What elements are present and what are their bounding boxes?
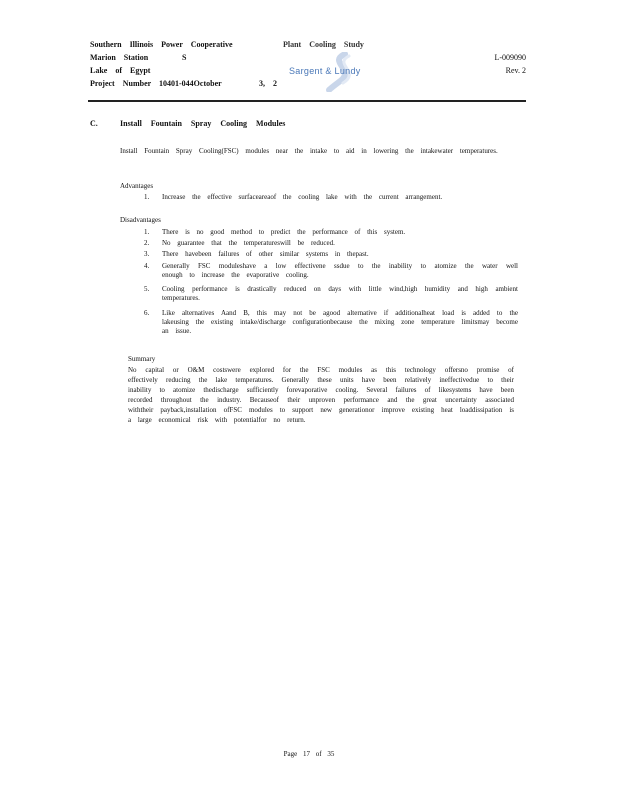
list-text: No guarantee that the temperatureswill be reduced. [162,239,335,247]
header-study-title: Plant Cooling Study [283,40,364,49]
header-project-number: Project Number 10401-044October [90,79,222,88]
list-number: 4. [144,262,150,270]
section-intro: Install Fountain Spray Cooling(FSC) modules near the intake to aid in lowering the intakewater temperatures. [120,147,498,155]
list-text: There is no good method to predict the performance of this system. [162,228,406,236]
section-title: Install Fountain Spray Cooling Modules [120,119,286,128]
list-number: 1. [144,193,150,201]
list-text: There havebeen failures of other similar systems in thepast. [162,250,369,258]
header-divider [88,100,526,102]
list-text: Increase the effective surfaceareaof the cooling lake with the current arrangement. [162,193,443,201]
list-text: Cooling performance is drastically reduced on days with little wind,high humidity and high ambient temperatures. [162,285,518,302]
list-text: Like alternatives Aand B, this may not be agood alternative if additionalheat load is added to the lakeusing the existing intake/discharge configurationbecause the mixing zone temperature limitsmay become an issue. [162,309,518,335]
list-number: 5. [144,285,150,293]
revision-label: Rev. 2 [505,66,526,75]
page-number: Page 17 of 35 [283,750,335,758]
document-number: L-009090 [494,53,526,62]
logo-wordmark: Sargent & Lundy [289,66,361,76]
sargent-lundy-logo [287,52,397,92]
disadvantages-heading: Disadvantages [120,216,161,224]
list-number: 2. [144,239,150,247]
header-lake: Lake of Egypt [90,66,151,75]
list-number: 1. [144,228,150,236]
advantages-heading: Advantages [120,182,154,190]
header-station-suffix: S [182,53,187,62]
header-date-fragment: 3, 2 [259,79,277,88]
list-number: 3. [144,250,150,258]
list-item [144,193,520,202]
header-company: Southern Illinois Power Cooperative [90,40,233,49]
summary-heading: Summary [128,355,156,363]
header-station: Marion Station [90,53,149,62]
summary-paragraph: No capital or O&M costswere explored for the FSC modules as this technology offersno promise of effectively reducing the lake temperatures. Generally these units have been relatively ineffectivedue to their inability to atomize thedischarge sufficiently forevaporative cooling. Several failures of likesystems have been recorded throughout the industry. Becauseof their unproven performance and the great uncertainty associated withtheir payback,installation ofFSC modules to support new generationor improve existing heat loaddissipation is a large economical risk with potentialfor no return. [128,366,514,424]
list-number: 6. [144,309,150,317]
section-letter: C. [90,119,98,128]
list-text: Generally FSC moduleshave a low effectivene ssdue to the inability to atomize the water well enough to increase the evaporative cooling. [162,262,518,279]
